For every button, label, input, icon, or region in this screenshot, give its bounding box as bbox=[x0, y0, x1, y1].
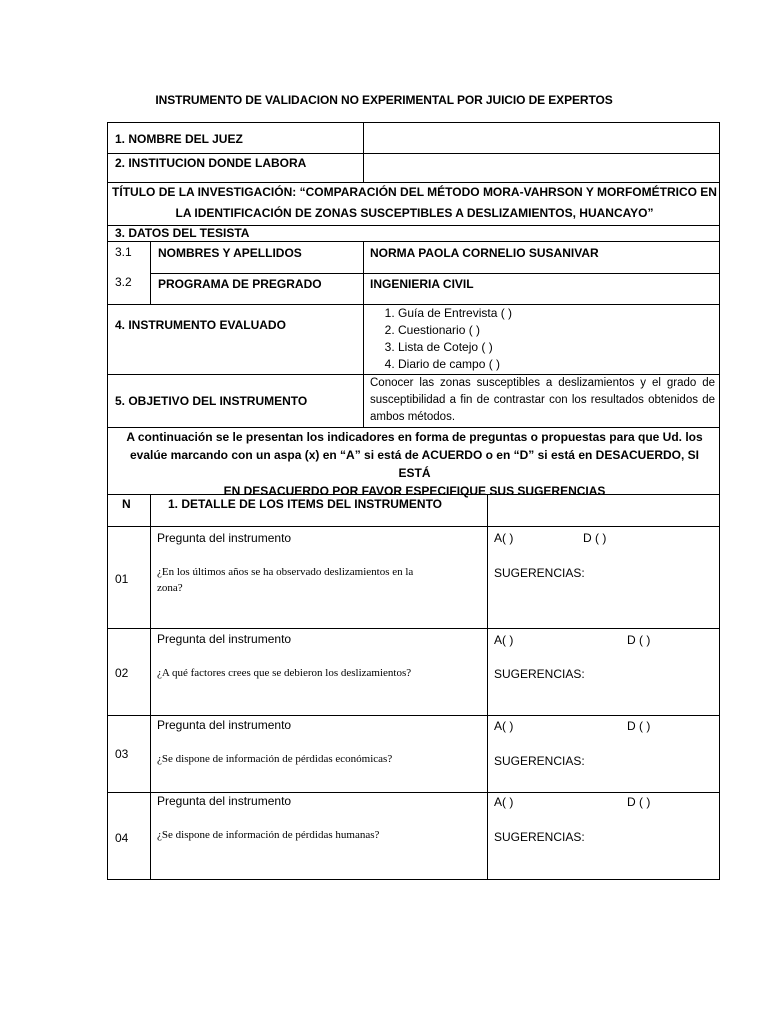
question-text: ¿A qué factores crees que se debieron los deslizamientos? bbox=[157, 667, 412, 679]
instructions-line: evalúe marcando con un aspa (x) en “A” si está de ACUERDO o en “D” si está en DESACUERDO, SI ESTÁ bbox=[129, 448, 700, 480]
question-label: Pregunta del instrumento bbox=[157, 632, 292, 646]
items-header-title: 1. DETALLE DE LOS ITEMS DEL INSTRUMENTO bbox=[168, 497, 443, 511]
institution-label: 2. INSTITUCION DONDE LABORA bbox=[115, 156, 307, 170]
instrument-option: 2. Cuestionario ( ) bbox=[398, 322, 512, 339]
question-text: ¿Se dispone de información de pérdidas económicas? bbox=[157, 753, 393, 765]
question-label: Pregunta del instrumento bbox=[157, 531, 292, 545]
suggestions-label: SUGERENCIAS: bbox=[494, 566, 585, 580]
thesis-data-label: 3. DATOS DEL TESISTA bbox=[115, 226, 250, 240]
research-title-line: TÍTULO DE LA INVESTIGACIÓN: “COMPARACIÓN DEL MÉTODO MORA-VAHRSON Y MORFOMÉTRICO EN bbox=[112, 185, 717, 199]
question-text: ¿Se dispone de información de pérdidas humanas? bbox=[157, 829, 380, 841]
disagree-option[interactable]: D ( ) bbox=[583, 531, 607, 545]
rule bbox=[150, 241, 151, 304]
judge-name-label: 1. NOMBRE DEL JUEZ bbox=[115, 132, 243, 146]
rule bbox=[108, 241, 719, 242]
document-title: INSTRUMENTO DE VALIDACION NO EXPERIMENTAL POR JUICIO DE EXPERTOS bbox=[155, 93, 613, 107]
disagree-option[interactable]: D ( ) bbox=[627, 795, 651, 809]
agree-option[interactable]: A( ) bbox=[494, 795, 514, 809]
thesis-row-number: 3.1 bbox=[115, 245, 132, 259]
rule bbox=[487, 494, 488, 879]
instrument-option: 3. Lista de Cotejo ( ) bbox=[398, 339, 512, 356]
item-number: 03 bbox=[115, 747, 129, 761]
research-title bbox=[108, 182, 721, 224]
rule bbox=[108, 153, 719, 154]
disagree-option[interactable]: D ( ) bbox=[627, 719, 651, 733]
item-number: 04 bbox=[115, 831, 129, 845]
research-title-line: LA IDENTIFICACIÓN DE ZONAS SUSCEPTIBLES A DESLIZAMIENTOS, HUANCAYO” bbox=[175, 206, 654, 220]
suggestions-label: SUGERENCIAS: bbox=[494, 667, 585, 681]
instructions-line: EN DESACUERDO POR FAVOR ESPECIFIQUE SUS SUGERENCIAS bbox=[223, 484, 606, 498]
item-number: 01 bbox=[115, 572, 129, 586]
rule bbox=[108, 526, 719, 527]
disagree-option[interactable]: D ( ) bbox=[627, 633, 651, 647]
agree-option[interactable]: A( ) bbox=[494, 531, 514, 545]
agree-option[interactable]: A( ) bbox=[494, 633, 514, 647]
rule bbox=[108, 628, 719, 629]
question-text: ¿En los últimos años se ha observado deslizamientos en la bbox=[157, 566, 414, 578]
instructions-text bbox=[116, 428, 713, 500]
question-label: Pregunta del instrumento bbox=[157, 794, 292, 808]
objective-text: Conocer las zonas susceptibles a deslizamientos y el grado de susceptibilidad a fin de contrastar con los resultados obtenidos de ambos métodos. bbox=[370, 377, 715, 423]
instrument-option: 4. Diario de campo ( ) bbox=[398, 356, 512, 373]
validation-form-table bbox=[107, 122, 720, 880]
thesis-row-value: NORMA PAOLA CORNELIO SUSANIVAR bbox=[370, 246, 599, 260]
rule bbox=[108, 715, 719, 716]
suggestions-label: SUGERENCIAS: bbox=[494, 830, 585, 844]
rule bbox=[363, 241, 364, 427]
question-text: zona? bbox=[157, 582, 183, 594]
objective-label: 5. OBJETIVO DEL INSTRUMENTO bbox=[115, 394, 308, 408]
question-label: Pregunta del instrumento bbox=[157, 718, 292, 732]
item-number: 02 bbox=[115, 666, 129, 680]
thesis-row-label: PROGRAMA DE PREGRADO bbox=[158, 277, 322, 291]
instrument-option: 1. Guía de Entrevista ( ) bbox=[398, 305, 512, 322]
thesis-row-value: INGENIERIA CIVIL bbox=[370, 277, 474, 291]
suggestions-label: SUGERENCIAS: bbox=[494, 754, 585, 768]
instructions-line: A continuación se le presentan los indicadores en forma de preguntas o propuestas para que Ud. los bbox=[126, 430, 703, 444]
rule bbox=[150, 273, 719, 274]
items-header-n: N bbox=[122, 497, 131, 511]
instrument-options-list bbox=[370, 305, 512, 373]
rule bbox=[363, 123, 364, 182]
instrument-label: 4. INSTRUMENTO EVALUADO bbox=[115, 318, 286, 332]
rule bbox=[150, 494, 151, 879]
thesis-row-label: NOMBRES Y APELLIDOS bbox=[158, 246, 302, 260]
agree-option[interactable]: A( ) bbox=[494, 719, 514, 733]
thesis-row-number: 3.2 bbox=[115, 275, 132, 289]
